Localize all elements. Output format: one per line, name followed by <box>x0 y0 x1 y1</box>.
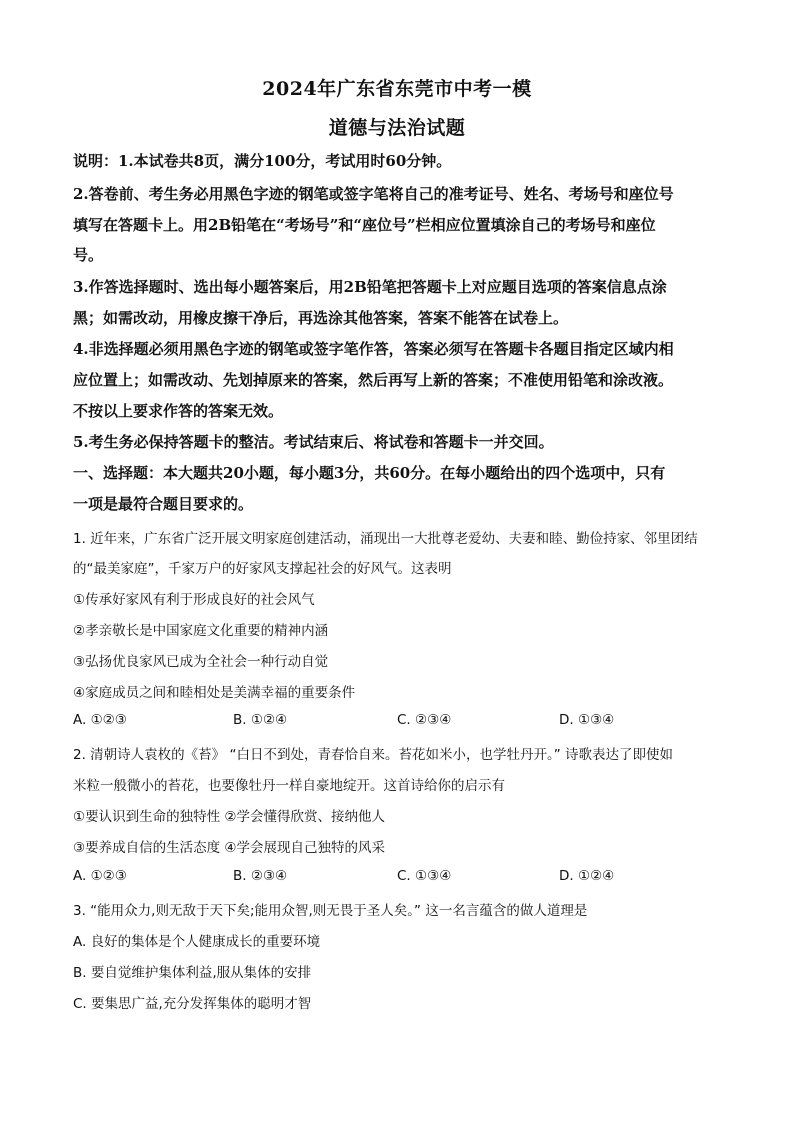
instruction-line: 3.作答选择题时、选出每小题答案后，用2B铅笔把答题卡上对应题目选项的答案信息点涂 <box>73 278 667 296</box>
option-a[interactable]: A. ①②③ <box>73 712 127 728</box>
option-c[interactable]: C. ①③④ <box>397 868 452 884</box>
question-2-options <box>73 868 733 888</box>
question-1-statement: ①传承好家风有利于形成良好的社会风气 <box>73 592 315 608</box>
section-heading: 一项是最符合题目要求的。 <box>73 495 254 513</box>
question-2-stem: 米粒一般微小的苔花，也要像牡丹一样自豪地绽开。这首诗给你的启示有 <box>73 778 505 794</box>
option-c[interactable]: C. 要集思广益,充分发挥集体的聪明才智 <box>73 996 312 1012</box>
option-d[interactable]: D. ①③④ <box>559 712 615 728</box>
option-c[interactable]: C. ②③④ <box>397 712 452 728</box>
instruction-line: 2.答卷前、考生务必用黑色字迹的钢笔或签字笔将自己的准考证号、姓名、考场号和座位号 <box>73 185 674 203</box>
question-1-stem: 1. 近年来，广东省广泛开展文明家庭创建活动，涌现出一大批尊老爱幼、夫妻和睦、勤俭持家、邻里团结 <box>73 531 698 547</box>
instruction-line: 5.考生务必保持答题卡的整洁。考试结束后、将试卷和答题卡一并交回。 <box>73 433 554 451</box>
question-2-stem: 2. 清朝诗人袁枚的《苔》 “白日不到处，青春恰自来。苔花如米小，也学牡丹开。” 诗歌表达了即使如 <box>73 747 673 763</box>
question-2-statement: ③要养成自信的生活态度 ④学会展现自己独特的风采 <box>73 840 385 856</box>
question-3-stem: 3. “能用众力,则无敌于天下矣;能用众智,则无畏于圣人矣。” 这一名言蕴含的做人道理是 <box>73 903 588 919</box>
question-1-statement: ④家庭成员之间和睦相处是美满幸福的重要条件 <box>73 685 356 701</box>
option-a[interactable]: A. 良好的集体是个人健康成长的重要环境 <box>73 934 321 950</box>
instruction-line: 黑；如需改动，用橡皮擦干净后，再选涂其他答案，答案不能答在试卷上。 <box>73 309 569 327</box>
question-1-options <box>73 712 733 732</box>
option-d[interactable]: D. ①②④ <box>559 868 615 884</box>
question-1-stem: 的“最美家庭”，千家万户的好家风支撑起社会的好风气。这表明 <box>73 561 452 577</box>
option-b[interactable]: B. ①②④ <box>233 712 288 728</box>
instruction-line: 填写在答题卡上。用2B铅笔在“考场号”和“座位号”栏相应位置填涂自己的考场号和座位 <box>73 216 656 234</box>
question-2-statement: ①要认识到生命的独特性 ②学会懂得欣赏、接纳他人 <box>73 809 385 825</box>
option-a[interactable]: A. ①②③ <box>73 868 127 884</box>
option-b[interactable]: B. ②③④ <box>233 868 288 884</box>
instruction-line: 不按以上要求作答的答案无效。 <box>73 402 284 420</box>
question-1-statement: ②孝亲敬长是中国家庭文化重要的精神内涵 <box>73 623 329 639</box>
option-b[interactable]: B. 要自觉维护集体利益,服从集体的安排 <box>73 965 312 981</box>
instruction-line: 4.非选择题必须用黑色字迹的钢笔或签字笔作答，答案必须写在答题卡各题目指定区域内相 <box>73 340 674 358</box>
exam-title: 2024年广东省东莞市中考一模 <box>262 78 532 100</box>
section-heading: 一、选择题：本大题共20小题，每小题3分，共60分。在每小题给出的四个选项中，只有 <box>73 464 666 482</box>
question-1-statement: ③弘扬优良家风已成为全社会一种行动自觉 <box>73 654 329 670</box>
instruction-line: 应位置上；如需改动、先划掉原来的答案，然后再写上新的答案；不准使用铅笔和涂改液。 <box>73 371 674 389</box>
instruction-line: 说明：1.本试卷共8页，满分100分，考试用时60分钟。 <box>73 152 452 170</box>
instruction-line: 号。 <box>73 246 104 264</box>
exam-subtitle: 道德与法治试题 <box>328 117 466 139</box>
